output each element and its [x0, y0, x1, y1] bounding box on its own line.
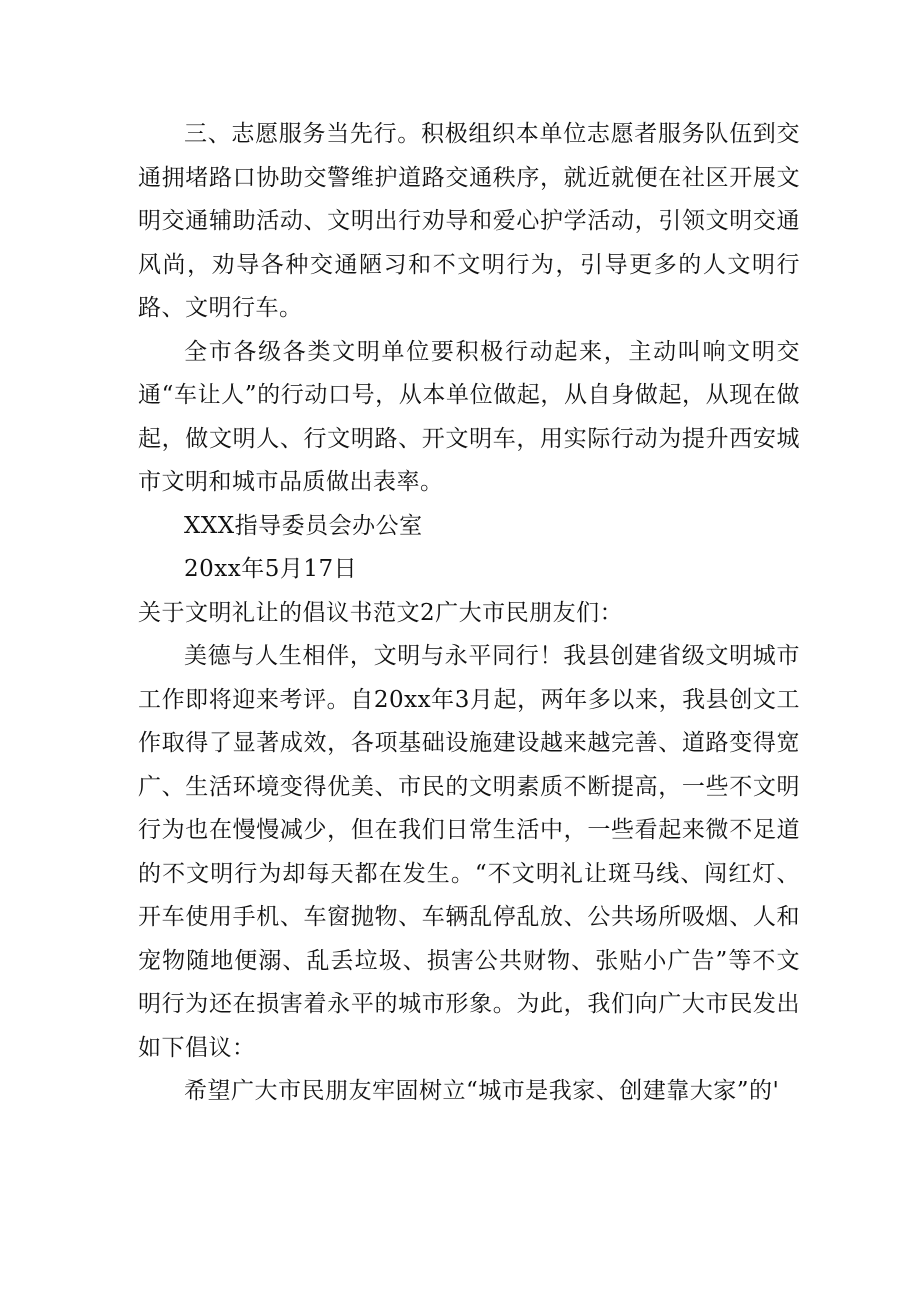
paragraph-proposal-intro: 美德与人生相伴，文明与永平同行！我县创建省级文明城市工作即将迎来考评。自20xx年3月起，两年多以来，我县创文工作取得了显著成效，各项基础设施建设越来越完善、道路变得宽广、生活环境变得优美、市民的文明素质不断提高，一些不文明行为也在慢慢减少，但在我们日常生活中，一些看起来微不足道的不文明行为却每天都在发生。“不文明礼让斑马线、闯红灯、开车使用手机、车窗抛物、车辆乱停乱放、公共场所吸烟、人和宠物随地便溺、乱丢垃圾、损害公共财物、张贴小广告”等不文明行为还在损害着永平的城市形象。为此，我们向广大市民发出如下倡议： [138, 643, 800, 1061]
paragraph-call-to-action: 全市各级各类文明单位要积极行动起来，主动叫响文明交通“车让人”的行动口号，从本单位做起，从自身做起，从现在做起，做文明人、行文明路、开文明车，用实际行动为提升西安城市文明和城市品质做出表率。 [138, 338, 800, 495]
paragraph-hope: 希望广大市民朋友牢固树立“城市是我家、创建靠大家”的' [184, 1078, 780, 1104]
signature-office: XXX指导委员会办公室 [184, 512, 423, 539]
paragraph-volunteer-service: 三、志愿服务当先行。积极组织本单位志愿者服务队伍到交通拥堵路口协助交警维护道路交通秩序，就近就便在社区开展文明交通辅助活动、文明出行劝导和爱心护学活动，引领文明交通风尚，劝导各种交通陋习和不文明行为，引导更多的人文明行路、文明行车。 [138, 121, 800, 321]
signature-date: 20xx年5月17日 [184, 556, 358, 582]
section-heading-proposal-2: 关于文明礼让的倡议书范文2广大市民朋友们： [138, 599, 624, 626]
document-body [138, 113, 800, 1114]
